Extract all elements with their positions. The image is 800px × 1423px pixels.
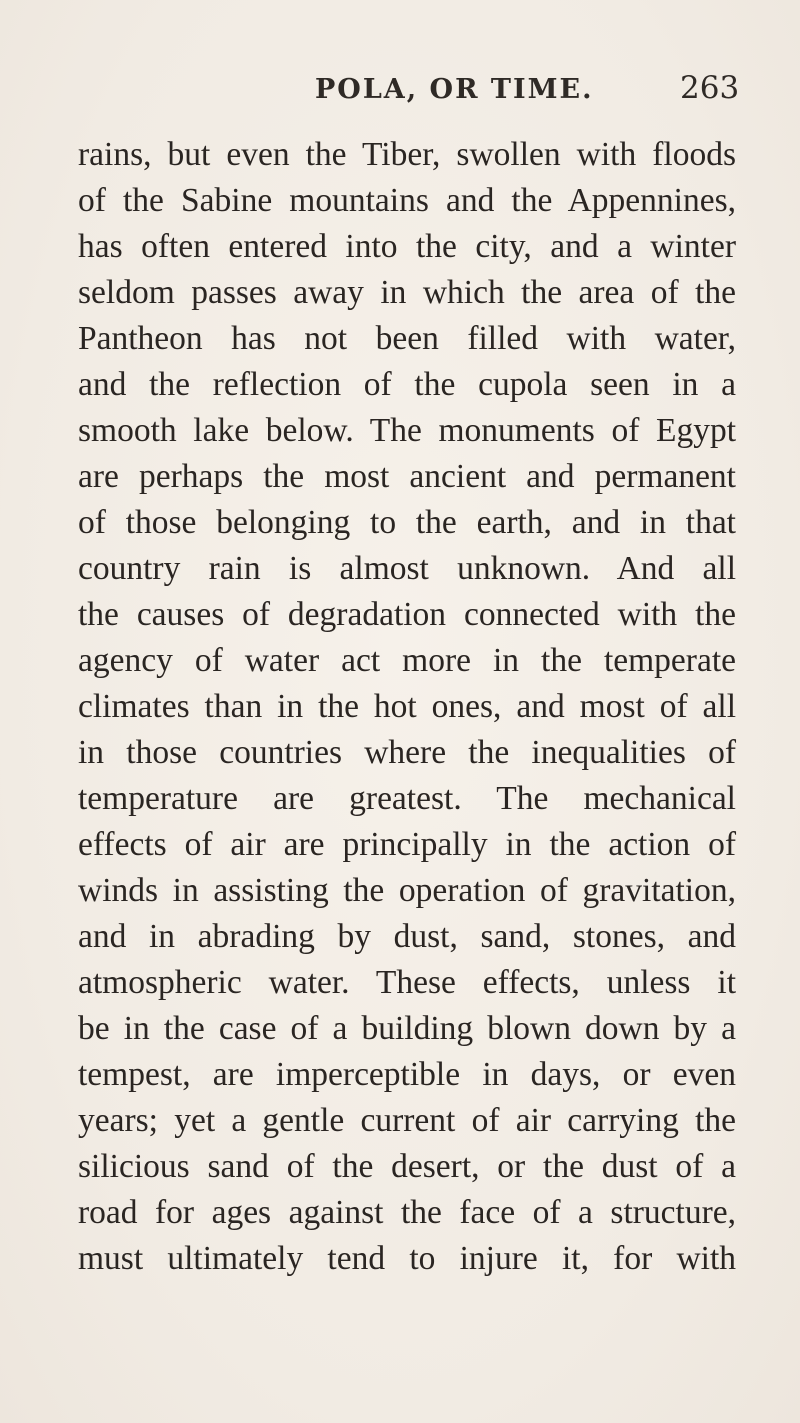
text-line: be in the case of a building blown down by a <box>78 1010 736 1047</box>
text-line: atmospheric water. These effects, unless it <box>78 964 736 1001</box>
text-line: climates than in the hot ones, and most of all <box>78 688 736 725</box>
text-line: agency of water act more in the temperate <box>78 642 736 679</box>
text-line: country rain is almost unknown. And all <box>78 550 736 587</box>
text-line: must ultimately tend to injure it, for with <box>78 1240 736 1277</box>
text-line: temperature are greatest. The mechanical <box>78 780 736 817</box>
text-line: are perhaps the most ancient and permanent <box>78 458 736 495</box>
text-line: and in abrading by dust, sand, stones, and <box>78 918 736 955</box>
text-line: effects of air are principally in the action of <box>78 826 736 863</box>
text-line: smooth lake below. The monuments of Egypt <box>78 412 736 449</box>
page-number: 263 <box>680 70 740 106</box>
text-line: has often entered into the city, and a winter <box>78 228 736 265</box>
text-line: years; yet a gentle current of air carrying the <box>78 1102 736 1139</box>
text-line: rains, but even the Tiber, swollen with floods <box>78 136 736 173</box>
text-line: road for ages against the face of a structure, <box>78 1194 736 1231</box>
text-line: tempest, are imperceptible in days, or even <box>78 1056 736 1093</box>
running-head <box>0 70 800 110</box>
text-line: of those belonging to the earth, and in that <box>78 504 736 541</box>
text-line: the causes of degradation connected with the <box>78 596 736 633</box>
text-line: in those countries where the inequalities of <box>78 734 736 771</box>
text-line: seldom passes away in which the area of the <box>78 274 736 311</box>
running-title: POLA, OR TIME. <box>315 74 594 105</box>
text-line: and the reflection of the cupola seen in a <box>78 366 736 403</box>
text-line: of the Sabine mountains and the Appennines, <box>78 182 736 219</box>
text-line: winds in assisting the operation of gravitation, <box>78 872 736 909</box>
text-line: Pantheon has not been filled with water, <box>78 320 736 357</box>
text-line: silicious sand of the desert, or the dust of a <box>78 1148 736 1185</box>
